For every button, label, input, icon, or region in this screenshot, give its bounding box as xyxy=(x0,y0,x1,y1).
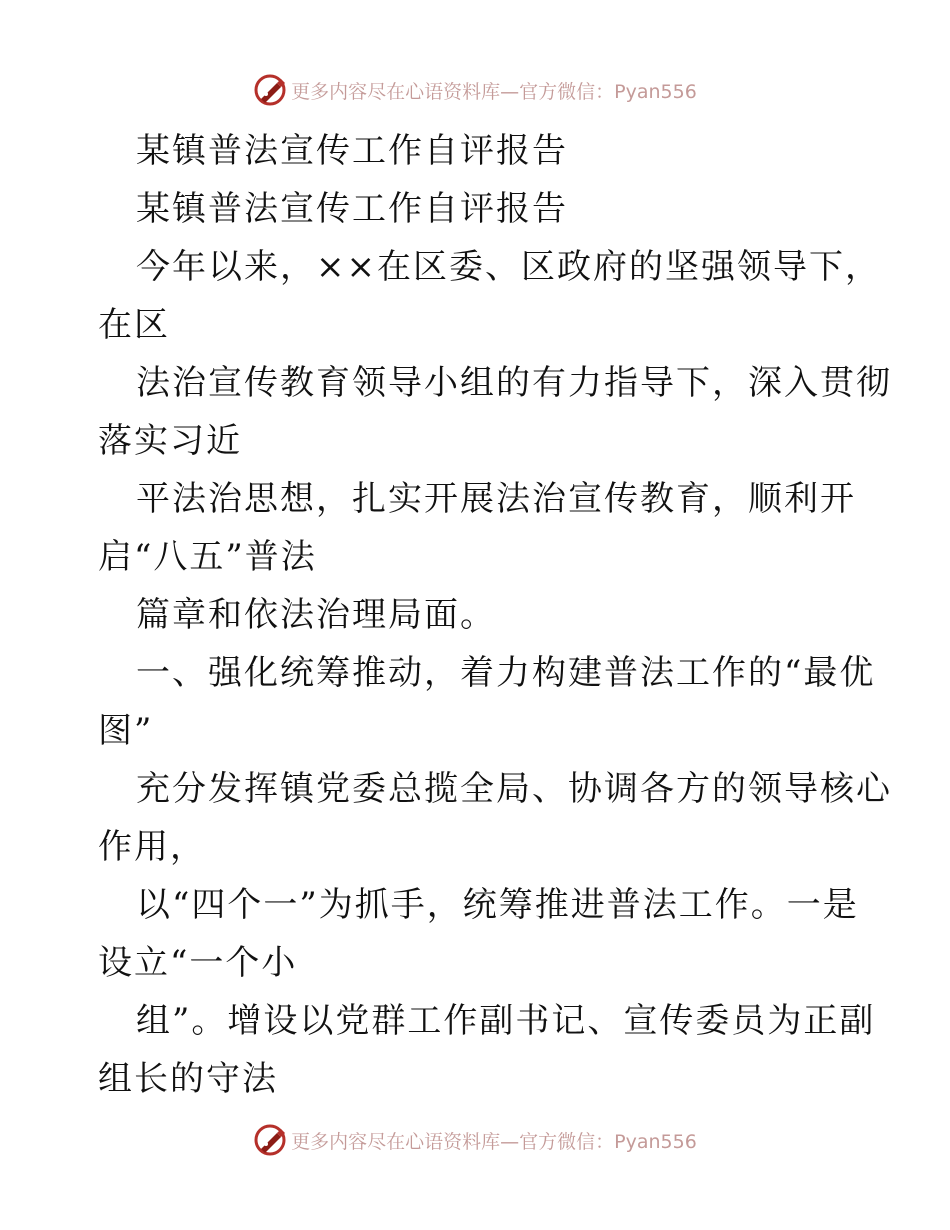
text-line: 一、强化统筹推动，着力构建普法工作的“最优 xyxy=(136,653,876,693)
footer-banner xyxy=(0,1120,950,1160)
text-line: 作用， xyxy=(98,827,206,867)
text-line: 组”。增设以党群工作副书记、宣传委员为正副 xyxy=(136,1001,876,1041)
text-line: 今年以来，××在区委、区政府的坚强领导下， xyxy=(136,247,881,287)
text-line: 以“四个一”为抓手，统筹推进普法工作。一是 xyxy=(136,885,859,925)
text-line: 在区 xyxy=(98,305,170,345)
text-line: 法治宣传教育领导小组的有力指导下，深入贯彻 xyxy=(136,363,892,403)
text-line: 某镇普法宣传工作自评报告 xyxy=(136,131,568,171)
text-line: 篇章和依法治理局面。 xyxy=(136,595,496,635)
text-line: 图” xyxy=(98,711,154,751)
pen-seal-icon xyxy=(253,73,287,107)
header-banner xyxy=(0,70,950,110)
text-line: 组长的守法 xyxy=(98,1059,278,1099)
banner-text: 更多内容尽在心语资料库—官方微信：Pyan556 xyxy=(291,80,697,103)
pen-seal-icon xyxy=(253,1123,287,1157)
banner-text: 更多内容尽在心语资料库—官方微信：Pyan556 xyxy=(291,1130,697,1153)
document-body xyxy=(98,122,892,1108)
text-line: 某镇普法宣传工作自评报告 xyxy=(136,189,568,229)
text-line: 平法治思想，扎实开展法治宣传教育，顺利开 xyxy=(136,479,856,519)
text-line: 启“八五”普法 xyxy=(98,537,317,577)
text-line: 设立“一个小 xyxy=(98,943,298,983)
text-line: 充分发挥镇党委总揽全局、协调各方的领导核心 xyxy=(136,769,892,809)
text-line: 落实习近 xyxy=(98,421,242,461)
